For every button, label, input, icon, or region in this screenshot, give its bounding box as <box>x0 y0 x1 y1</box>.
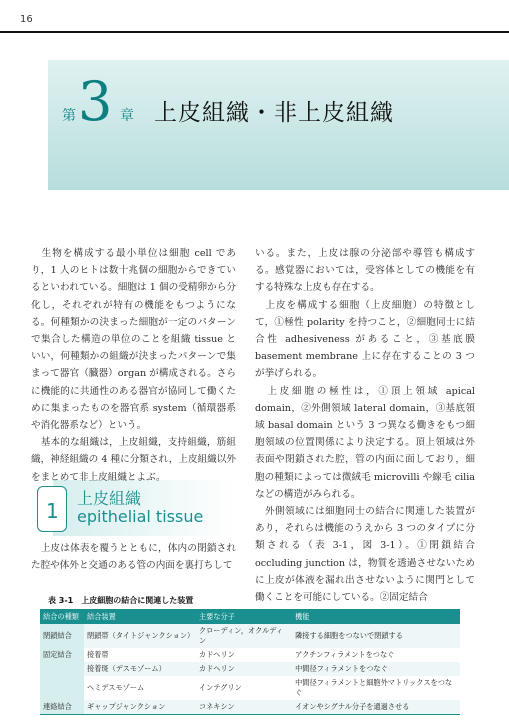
table-cell: コネキシン <box>196 700 292 715</box>
table-cell: 閉鎖結合 <box>40 624 84 648</box>
table-header-cell: 結合装置 <box>84 610 196 625</box>
table-cell: ギャップジャンクション <box>84 700 196 715</box>
table-cell <box>40 676 84 700</box>
table-cell: 中間径フィラメントと細胞外マトリックスをつなぐ <box>292 676 460 700</box>
chapter-number: 3 <box>78 70 113 133</box>
section-number: 1 <box>46 499 59 523</box>
section-heading <box>31 480 236 536</box>
table-header-cell: 主要な分子 <box>196 610 292 625</box>
paragraph: いる。また，上皮は腺の分泌部や導管も構成する。感覚器においては，受容体としての機能を有する特殊な上皮も存在する。 <box>255 248 475 294</box>
left-column <box>31 245 236 486</box>
top-rule <box>0 31 509 33</box>
section-title-en: epithelial tissue <box>77 507 204 526</box>
right-column <box>255 245 475 606</box>
section-number-tab <box>37 486 67 532</box>
table-cell: 閉鎖帯（タイトジャンクション） <box>84 624 196 648</box>
table-cell: 接着帯 <box>84 648 196 662</box>
table-cell: ヘミデスモゾーム <box>84 676 196 700</box>
table-row <box>40 648 460 662</box>
section-title-ja: 上皮組織 <box>77 489 142 508</box>
table-header-cell: 結合の種類 <box>40 610 84 625</box>
table-row <box>40 700 460 715</box>
chapter-title: 上皮組織・非上皮組織 <box>154 100 394 126</box>
junction-table <box>40 609 460 715</box>
table-cell: イオンやシグナル分子を通過させる <box>292 700 460 715</box>
table-row <box>40 676 460 700</box>
table-cell: インテグリン <box>196 676 292 700</box>
table-cell <box>40 662 84 676</box>
junction-table-block <box>40 595 470 715</box>
table-cell: 連絡結合 <box>40 700 84 715</box>
table-cell: カドヘリン <box>196 662 292 676</box>
paragraph: 上皮は体表を覆うとともに，体内の閉鎖された腔や体外と交通のある管の内面を裏打ちして <box>31 543 236 572</box>
table-cell: アクチンフィラメントをつなぐ <box>292 648 460 662</box>
table-header-row <box>40 610 460 625</box>
chapter-prefix: 第 <box>62 108 76 124</box>
paragraph: 基本的な組織は，上皮組織，支持組織，筋組織，神経組織の 4 種に分類され，上皮組織以外をまとめて非上皮組織とよぶ。 <box>31 437 236 483</box>
left-column-continued <box>31 540 236 574</box>
table-cell: 接着斑（デスモゾーム） <box>84 662 196 676</box>
chapter-suffix: 章 <box>120 108 134 124</box>
table-row <box>40 624 460 648</box>
paragraph: 上皮細胞の極性は，①頂上領域 apical domain，②外側領域 lateral domain，③基底領域 basal domain という 3 つ異なる働きをもつ細胞領域の位置関係により決定する。頂上領域は外表面や閉鎖された腔，管の内面に面しており，細胞の種類によっては微絨毛 microvilli や線毛 cilia などの構造がみられる。 <box>255 385 475 500</box>
table-cell: 固定結合 <box>40 648 84 662</box>
page-number: 16 <box>20 14 33 25</box>
table-cell: カドヘリン <box>196 648 292 662</box>
paragraph: 外側領域には細胞同士の結合に関連した装置があり，それらは機能のうえから 3 つのタイプに分類される（表 3-1，図 3-1）。①閉鎖結合 occluding junction は，物質を透過させないために上皮が体液を漏れ出させないように関門として働くことを可能にしている。②固定結合 <box>255 506 475 604</box>
chapter-header <box>48 60 509 190</box>
table-cell: 中間径フィラメントをつなぐ <box>292 662 460 676</box>
table-cell: 隣接する細胞をつないで閉鎖する <box>292 624 460 648</box>
paragraph: 生物を構成する最小単位は細胞 cell であり，1 人のヒトは数十兆個の細胞からできているといわれている。細胞は 1 個の受精卵から分化し，それぞれが特有の機能をもつようになる。何種類かの決まった細胞が一定のパターンで集合した構造の単位のことを組織 tissue といい，何種類かの組織が決まったパターンで集まって器官（臓器）organ が構成される。さらに機能的に共通性のある器官が協同して働くために集まったものを器官系 system（循環器系や消化器系など）という。 <box>31 248 236 432</box>
table-cell: クローディン，オクルディン <box>196 624 292 648</box>
table-header-cell: 機能 <box>292 610 460 625</box>
table-caption: 表 3-1 上皮細胞の結合に関連した装置 <box>48 596 194 605</box>
table-row <box>40 662 460 676</box>
paragraph: 上皮を構成する細胞（上皮細胞）の特徴として，①極性 polarity を持つこと，②細胞同士に結合性 adhesiveness があること，③基底膜 basement membrane 上に存在することの 3 つが挙げられる。 <box>255 299 475 380</box>
